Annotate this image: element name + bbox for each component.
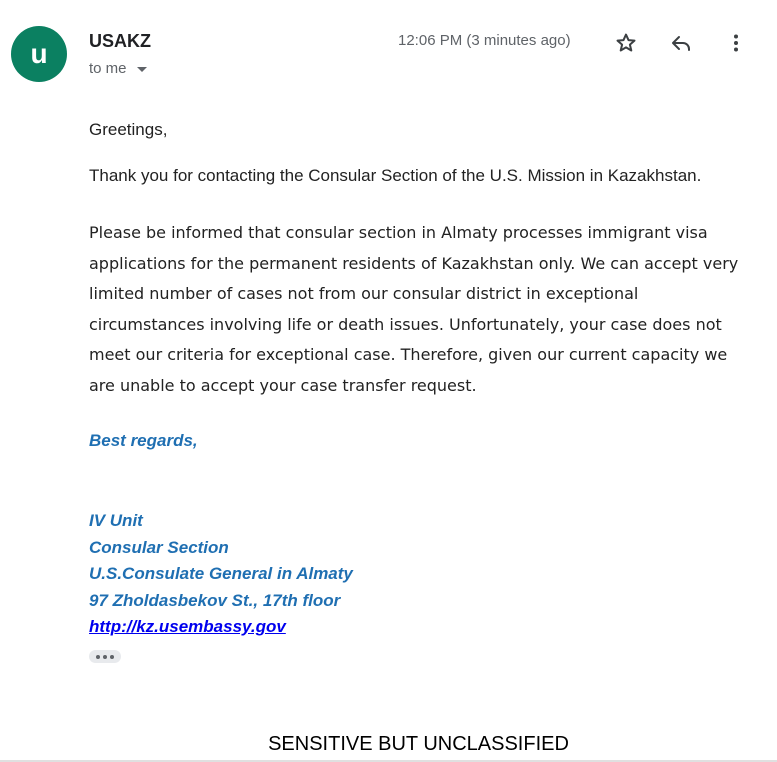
signature-address: 97 Zholdasbekov St., 17th floor [89, 590, 341, 610]
signature-block [89, 508, 353, 641]
dot-icon [96, 655, 100, 659]
star-icon [614, 31, 638, 55]
sender-name[interactable]: USAKZ [89, 31, 151, 51]
reply-icon [669, 31, 693, 55]
closing-regards: Best regards, [89, 431, 198, 450]
body-line: are unable to accept your case transfer request. [89, 375, 477, 395]
body-line: Please be informed that consular section in Almaty processes immigrant visa [89, 223, 708, 242]
dot-icon [110, 655, 114, 659]
message-greeting: Greetings, [89, 120, 168, 139]
body-line: circumstances involving life or death issues. Unfortunately, your case does not [89, 314, 722, 334]
reply-button[interactable] [666, 28, 696, 58]
signature-office: U.S.Consulate General in Almaty [89, 564, 353, 583]
more-vert-icon [724, 31, 748, 55]
classification-marking: SENSITIVE BUT UNCLASSIFIED [268, 733, 569, 755]
email-header [0, 0, 777, 100]
message-timestamp[interactable]: 12:06 PM (3 minutes ago) [398, 32, 571, 49]
chevron-down-icon [137, 67, 147, 72]
dot-icon [103, 655, 107, 659]
body-line: limited number of cases not from our consular district in exceptional [89, 284, 639, 303]
signature-unit: IV Unit [89, 511, 143, 530]
body-line: meet our criteria for exceptional case. Therefore, given our current capacity we [89, 345, 728, 364]
recipient-label: to me [89, 60, 127, 77]
body-line: applications for the permanent residents of Kazakhstan only. We can accept very [89, 253, 739, 273]
signature-section: Consular Section [89, 537, 229, 557]
message-thanks: Thank you for contacting the Consular Section of the U.S. Mission in Kazakhstan. [89, 166, 702, 185]
show-trimmed-content-button[interactable] [89, 650, 121, 663]
sender-avatar[interactable]: u [11, 26, 67, 82]
star-button[interactable] [611, 28, 641, 58]
message-body-paragraph [89, 218, 754, 401]
recipient-details-toggle[interactable] [89, 60, 147, 77]
more-options-button[interactable] [721, 28, 751, 58]
embassy-website-link[interactable]: http://kz.usembassy.gov [89, 617, 286, 636]
